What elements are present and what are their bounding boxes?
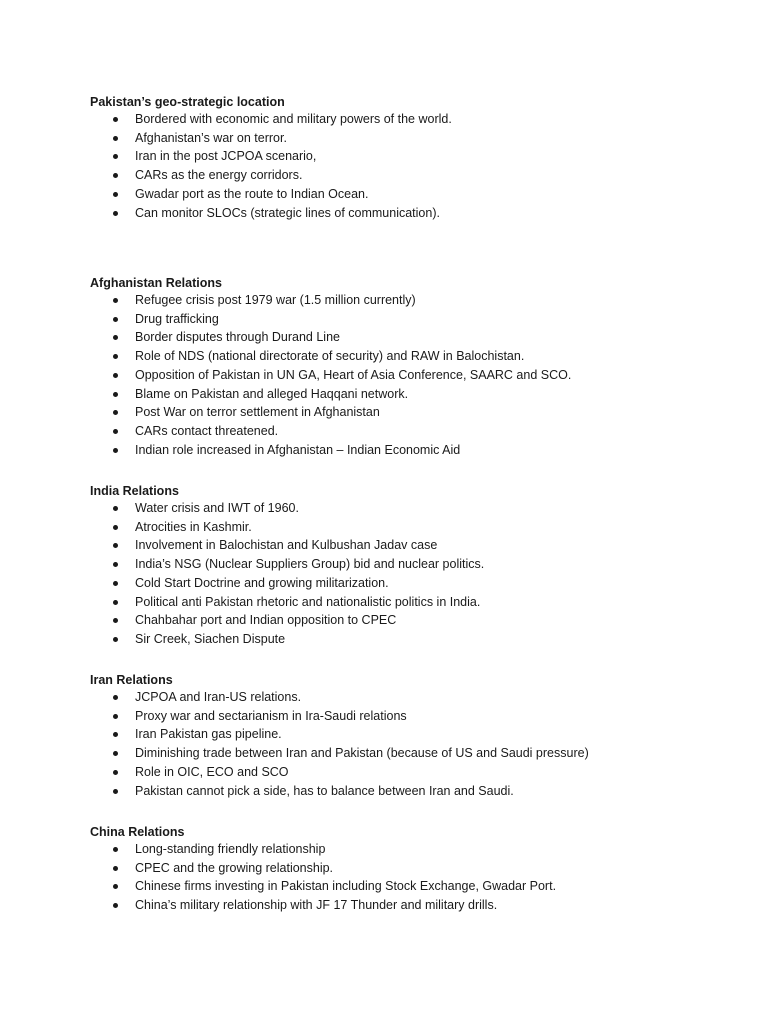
list-item-text: Drug trafficking: [135, 311, 219, 326]
list-item: [90, 611, 730, 630]
list-item-text: Post War on terror settlement in Afghanistan: [135, 405, 380, 420]
list-item-text: Proxy war and sectarianism in Ira-Saudi relations: [135, 708, 407, 723]
list-item-text: Sir Creek, Siachen Dispute: [135, 631, 286, 646]
bullet-icon: [113, 211, 118, 216]
section-heading: Iran Relations: [90, 673, 173, 687]
section-china-relations: [90, 824, 730, 915]
bullet-icon: [113, 429, 118, 434]
bullet-icon: [113, 847, 118, 852]
list-item: [90, 204, 730, 223]
list-item-text: Can monitor SLOCs (strategic lines of communication).: [135, 205, 440, 220]
list-item: [90, 555, 730, 574]
bullet-icon: [113, 866, 118, 871]
bullet-icon: [113, 506, 118, 511]
list-item: [90, 518, 730, 537]
list-item: [90, 441, 730, 460]
bullet-list: [90, 840, 730, 915]
list-item: [90, 782, 730, 801]
bullet-icon: [113, 192, 118, 197]
list-item-text: Role in OIC, ECO and SCO: [135, 764, 289, 779]
bullet-icon: [113, 373, 118, 378]
section-india-relations: [90, 483, 730, 649]
list-item-text: Afghanistan’s war on terror.: [135, 130, 287, 145]
bullet-icon: [113, 298, 118, 303]
bullet-icon: [113, 448, 118, 453]
list-item-text: Gwadar port as the route to Indian Ocean.: [135, 186, 369, 201]
list-item: [90, 688, 730, 707]
list-item: [90, 422, 730, 441]
list-item: [90, 185, 730, 204]
list-item: [90, 291, 730, 310]
bullet-icon: [113, 695, 118, 700]
list-item-text: Pakistan cannot pick a side, has to balance between Iran and Saudi.: [135, 783, 514, 798]
list-item: [90, 385, 730, 404]
list-item: [90, 499, 730, 518]
bullet-list: [90, 688, 730, 800]
bullet-icon: [113, 410, 118, 415]
bullet-list: [90, 291, 730, 459]
section-geo-strategic-location: [90, 94, 730, 222]
list-item-text: Involvement in Balochistan and Kulbushan Jadav case: [135, 538, 438, 553]
bullet-icon: [113, 354, 118, 359]
section-afghanistan-relations: [90, 275, 730, 459]
list-item: [90, 707, 730, 726]
bullet-icon: [113, 903, 118, 908]
list-item: [90, 166, 730, 185]
list-item: [90, 110, 730, 129]
list-item-text: Chahbahar port and Indian opposition to CPEC: [135, 613, 397, 628]
bullet-icon: [113, 714, 118, 719]
list-item-text: CPEC and the growing relationship.: [135, 860, 334, 875]
list-item-text: CARs contact threatened.: [135, 423, 279, 438]
list-item-text: Indian role increased in Afghanistan – Indian Economic Aid: [135, 442, 461, 457]
list-item: [90, 347, 730, 366]
list-item-text: Iran Pakistan gas pipeline.: [135, 727, 282, 742]
list-item: [90, 310, 730, 329]
list-item-text: Border disputes through Durand Line: [135, 330, 340, 345]
list-item-text: Chinese firms investing in Pakistan including Stock Exchange, Gwadar Port.: [135, 879, 557, 894]
bullet-icon: [113, 581, 118, 586]
list-item-text: India’s NSG (Nuclear Suppliers Group) bid and nuclear politics.: [135, 557, 485, 572]
list-item-text: CARs as the energy corridors.: [135, 168, 303, 183]
list-item-text: Long-standing friendly relationship: [135, 842, 326, 856]
bullet-icon: [113, 173, 118, 178]
bullet-icon: [113, 751, 118, 756]
list-item-text: Diminishing trade between Iran and Pakistan (because of US and Saudi pressure): [135, 746, 589, 761]
list-item: [90, 147, 730, 166]
bullet-icon: [113, 884, 118, 889]
bullet-icon: [113, 618, 118, 623]
section-heading: Afghanistan Relations: [90, 276, 222, 290]
list-item: [90, 896, 730, 915]
list-item-text: Iran in the post JCPOA scenario,: [135, 149, 317, 164]
list-item: [90, 744, 730, 763]
list-item: [90, 630, 730, 649]
list-item: [90, 593, 730, 612]
bullet-icon: [113, 637, 118, 642]
list-item-text: China’s military relationship with JF 17 Thunder and military drills.: [135, 898, 498, 913]
list-item-text: Atrocities in Kashmir.: [135, 519, 252, 534]
bullet-icon: [113, 789, 118, 794]
bullet-icon: [113, 543, 118, 548]
list-item: [90, 129, 730, 148]
bullet-icon: [113, 562, 118, 567]
bullet-list: [90, 499, 730, 649]
bullet-icon: [113, 154, 118, 159]
list-item-text: Role of NDS (national directorate of security) and RAW in Balochistan.: [135, 349, 525, 364]
bullet-icon: [113, 732, 118, 737]
section-heading: Pakistan’s geo-strategic location: [90, 95, 285, 109]
list-item-text: Political anti Pakistan rhetoric and nationalistic politics in India.: [135, 594, 481, 609]
list-item: [90, 536, 730, 555]
list-item-text: Refugee crisis post 1979 war (1.5 million currently): [135, 293, 416, 307]
list-item-text: Blame on Pakistan and alleged Haqqani network.: [135, 386, 409, 401]
bullet-icon: [113, 317, 118, 322]
list-item: [90, 877, 730, 896]
list-item: [90, 859, 730, 878]
list-item-text: Bordered with economic and military powers of the world.: [135, 112, 452, 126]
section-heading: India Relations: [90, 484, 179, 498]
list-item: [90, 763, 730, 782]
bullet-icon: [113, 335, 118, 340]
section-iran-relations: [90, 672, 730, 800]
section-heading: China Relations: [90, 825, 185, 839]
list-item-text: Water crisis and IWT of 1960.: [135, 501, 299, 515]
list-item-text: JCPOA and Iran-US relations.: [135, 690, 302, 704]
list-item: [90, 328, 730, 347]
bullet-icon: [113, 117, 118, 122]
list-item: [90, 574, 730, 593]
list-item-text: Opposition of Pakistan in UN GA, Heart of Asia Conference, SAARC and SCO.: [135, 367, 572, 382]
list-item: [90, 366, 730, 385]
bullet-icon: [113, 600, 118, 605]
bullet-icon: [113, 770, 118, 775]
list-item-text: Cold Start Doctrine and growing militarization.: [135, 575, 389, 590]
list-item: [90, 840, 730, 859]
list-item: [90, 725, 730, 744]
list-item: [90, 403, 730, 422]
bullet-icon: [113, 525, 118, 530]
bullet-list: [90, 110, 730, 222]
bullet-icon: [113, 136, 118, 141]
bullet-icon: [113, 392, 118, 397]
